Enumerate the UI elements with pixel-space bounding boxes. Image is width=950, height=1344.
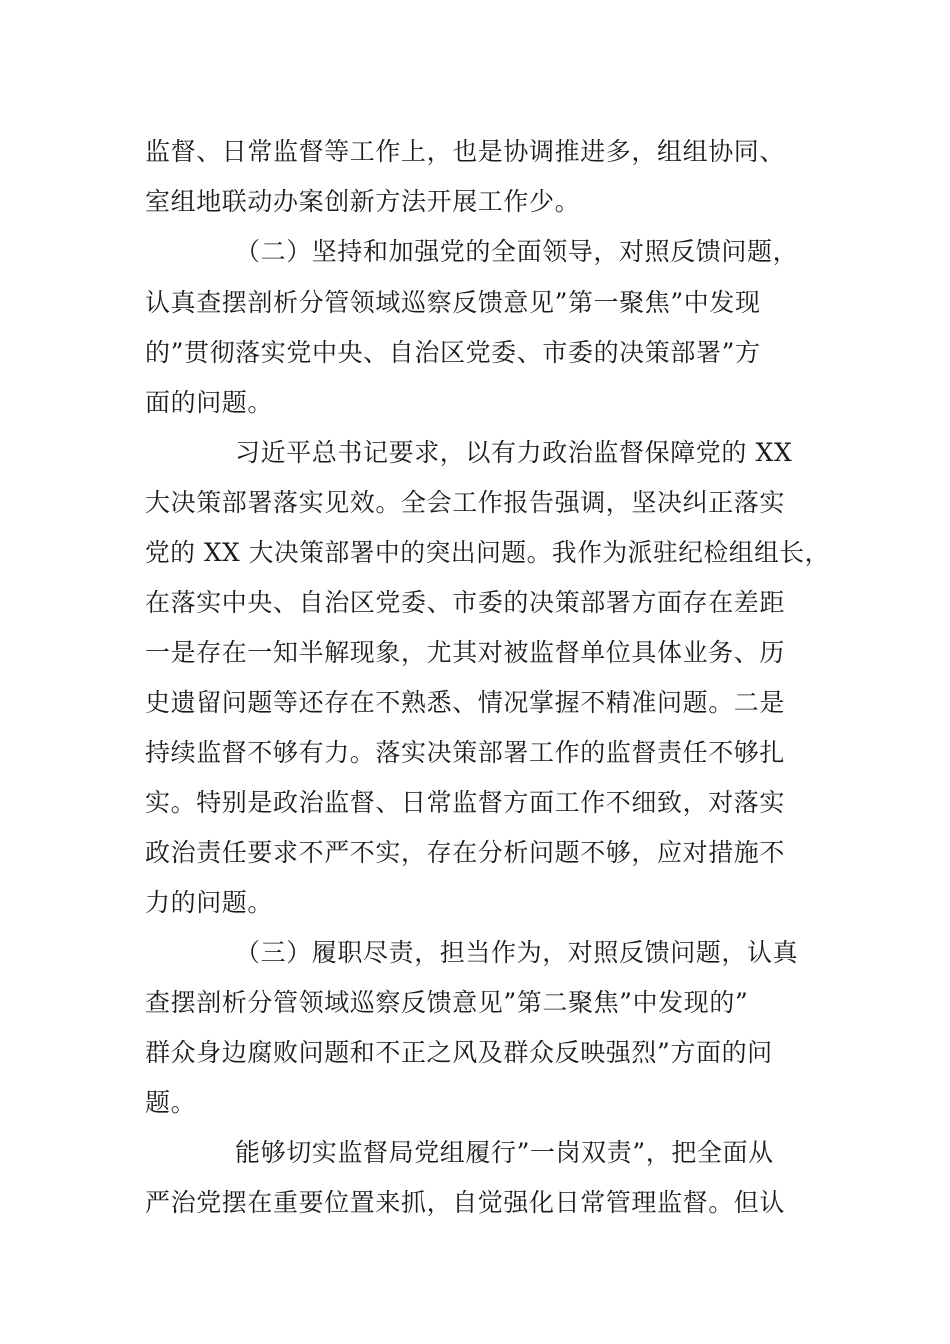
text-line: 题。	[145, 1088, 197, 1117]
text-line: 一是存在一知半解现象，尤其对被监督单位具体业务、历	[145, 638, 786, 667]
text-line: 面的问题。	[145, 388, 274, 417]
text-line: 实。特别是政治监督、日常监督方面工作不细致，对落实	[145, 788, 786, 817]
section-heading-2: （二）坚持和加强党的全面领导，对照反馈问题，	[235, 237, 799, 266]
text-line: 史遗留问题等还存在不熟悉、情况掌握不精准问题。二是	[145, 688, 786, 717]
paragraph-start: 能够切实监督局党组履行”一岗双责”，把全面从	[235, 1138, 774, 1167]
text-line: 大决策部署落实见效。全会工作报告强调，坚决纠正落实	[145, 488, 786, 517]
text-line: 室组地联动办案创新方法开展工作少。	[145, 187, 581, 216]
text-line: 群众身边腐败问题和不正之风及群众反映强烈”方面的问	[145, 1038, 773, 1067]
text-line: 力的问题。	[145, 888, 274, 917]
text-line: 查摆剖析分管领域巡察反馈意见”第二聚焦”中发现的”	[145, 988, 749, 1017]
text-line: 严治党摆在重要位置来抓，自觉强化日常管理监督。但认	[145, 1188, 786, 1217]
text-line: 政治责任要求不严不实，存在分析问题不够，应对措施不	[145, 838, 786, 867]
text-line: 在落实中央、自治区党委、市委的决策部署方面存在差距	[145, 588, 786, 617]
paragraph-start: 习近平总书记要求，以有力政治监督保障党的 XX	[235, 438, 793, 467]
text-line: 认真查摆剖析分管领域巡察反馈意见”第一聚焦”中发现	[145, 288, 761, 317]
section-heading-3: （三）履职尽责，担当作为，对照反馈问题，认真	[235, 938, 799, 967]
text-line: 的”贯彻落实党中央、自治区党委、市委的决策部署”方	[145, 338, 761, 367]
text-line: 党的 XX 大决策部署中的突出问题。我作为派驻纪检组组长，	[145, 538, 830, 567]
text-line: 持续监督不够有力。落实决策部署工作的监督责任不够扎	[145, 738, 786, 767]
text-line: 监督、日常监督等工作上，也是协调推进多，组组协同、	[145, 137, 786, 166]
